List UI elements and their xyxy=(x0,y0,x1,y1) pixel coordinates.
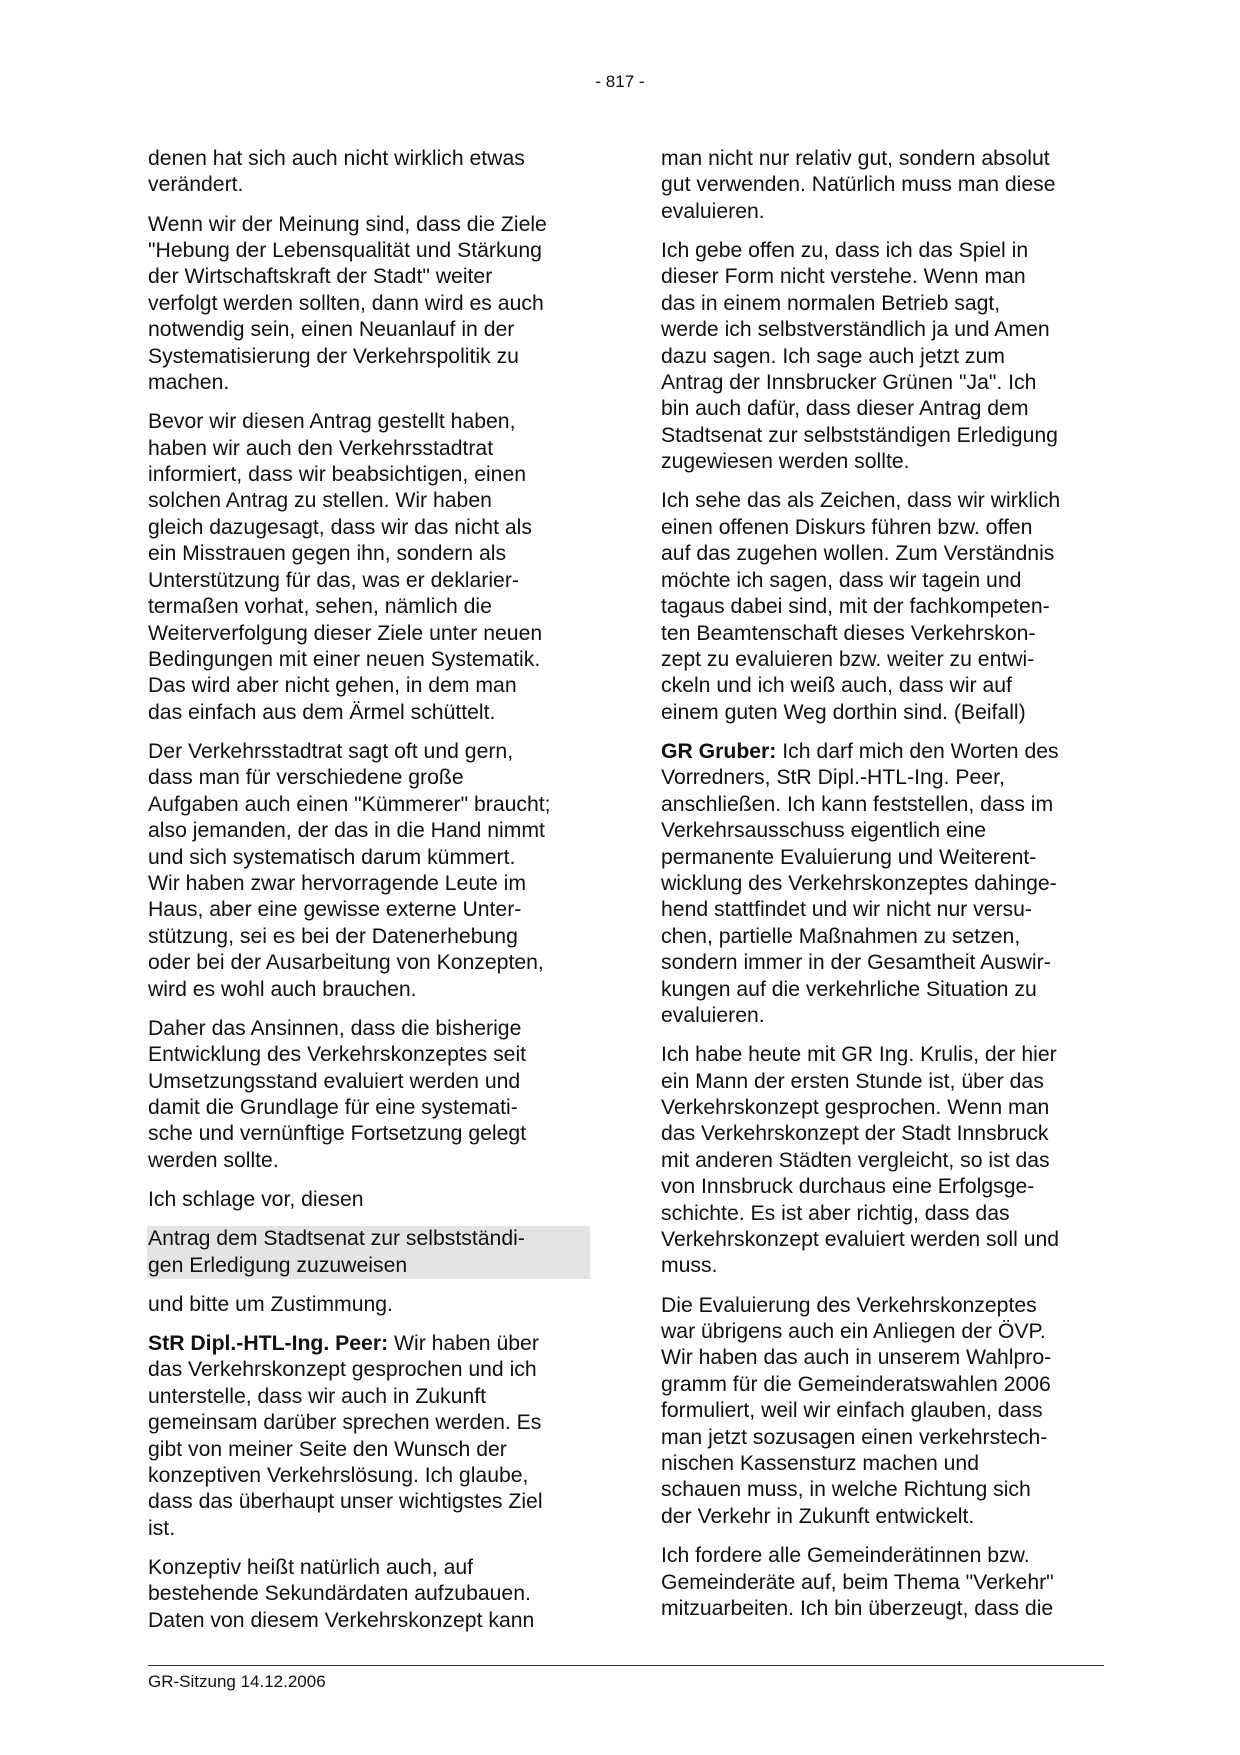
paragraph xyxy=(661,238,1103,476)
text-line: ten Beamtenschaft dieses Verkehrskon- xyxy=(661,621,1036,645)
paragraph xyxy=(148,1555,590,1634)
text-line: wird es wohl auch brauchen. xyxy=(148,977,417,1001)
text-line: Umsetzungsstand evaluiert werden und xyxy=(148,1069,521,1093)
text-line: gen Erledigung zuzuweisen xyxy=(148,1253,408,1277)
text-line: schauen muss, in welche Richtung sich xyxy=(661,1478,1031,1502)
paragraph xyxy=(148,1016,590,1174)
text-line: stützung, sei es bei der Datenerhebung xyxy=(148,924,518,948)
paragraph xyxy=(148,409,590,726)
text-line: dieser Form nicht verstehe. Wenn man xyxy=(661,265,1026,289)
text-line: Vorredners, StR Dipl.-HTL-Ing. Peer, xyxy=(661,766,1005,790)
text-line: nischen Kassensturz machen und xyxy=(661,1452,979,1476)
text-line: ist. xyxy=(148,1516,176,1540)
text-line: und bitte um Zustimmung. xyxy=(148,1292,393,1316)
text-line: bin auch dafür, dass dieser Antrag dem xyxy=(661,397,1029,421)
text-line: Verkehrskonzept gesprochen. Wenn man xyxy=(661,1096,1050,1119)
text-line: verfolgt werden sollten, dann wird es auch xyxy=(148,291,544,315)
text-line: man nicht nur relativ gut, sondern absolut xyxy=(661,147,1050,170)
text-line xyxy=(148,1331,590,1357)
text-line: kungen auf die verkehrliche Situation zu xyxy=(661,977,1037,1001)
text-line: Ich sehe das als Zeichen, dass wir wirklich xyxy=(661,489,1061,513)
text-line: schichte. Es ist aber richtig, dass das xyxy=(661,1201,1010,1225)
text-line: und sich systematisch darum kümmert. xyxy=(148,845,516,869)
text-line xyxy=(661,739,1103,765)
text-line: Die Evaluierung des Verkehrskonzeptes xyxy=(661,1293,1037,1317)
text-line: denen hat sich auch nicht wirklich etwas xyxy=(148,147,525,170)
text-line: damit die Grundlage für eine systemati- xyxy=(148,1096,518,1119)
text-line: sondern immer in der Gesamtheit Auswir- xyxy=(661,951,1051,975)
highlighted-motion xyxy=(147,1226,590,1279)
text-line: werde ich selbstverständlich ja und Amen xyxy=(661,318,1050,342)
text-line: der Verkehr in Zukunft entwickelt. xyxy=(661,1504,975,1528)
text-line: bestehende Sekundärdaten aufzubauen. xyxy=(148,1582,531,1606)
text-line: das Verkehrskonzept der Stadt Innsbruck xyxy=(661,1122,1049,1146)
text-line: gemeinsam darüber sprechen werden. Es xyxy=(148,1411,542,1435)
text-line: gut verwenden. Natürlich muss man diese xyxy=(661,173,1056,197)
text-line: Das wird aber nicht gehen, in dem man xyxy=(148,674,517,698)
text-line: Entwicklung des Verkehrskonzeptes seit xyxy=(148,1043,527,1067)
text-line: chen, partielle Maßnahmen zu setzen, xyxy=(661,924,1021,948)
right-column xyxy=(661,146,1103,1635)
paragraph xyxy=(148,212,590,397)
text-line: einen offenen Diskurs führen bzw. offen xyxy=(661,515,1033,539)
text-line: evaluieren. xyxy=(661,199,765,223)
text-line: Der Verkehrsstadtrat sagt oft und gern, xyxy=(148,739,514,763)
text-line: dass man für verschiedene große xyxy=(148,766,464,790)
speech-start: Ich darf mich den Worten des xyxy=(776,739,1059,763)
text-line: Ich schlage vor, diesen xyxy=(148,1188,364,1212)
text-line: Ich habe heute mit GR Ing. Krulis, der hier xyxy=(661,1043,1057,1067)
text-line: von Innsbruck durchaus eine Erfolgsge- xyxy=(661,1175,1035,1199)
text-line: möchte ich sagen, dass wir tagein und xyxy=(661,568,1022,592)
text-line: war übrigens auch ein Anliegen der ÖVP. xyxy=(661,1320,1046,1344)
text-line: muss. xyxy=(661,1254,718,1278)
paragraph xyxy=(661,1543,1103,1622)
text-line: Ich gebe offen zu, dass ich das Spiel in xyxy=(661,239,1029,263)
text-line: sche und vernünftige Fortsetzung gelegt xyxy=(148,1122,527,1146)
text-line: Gemeinderäte auf, beim Thema "Verkehr" xyxy=(661,1570,1054,1594)
paragraph xyxy=(148,146,590,199)
speaker-name: StR Dipl.-HTL-Ing. Peer: xyxy=(148,1332,389,1356)
text-line: Wir haben das auch in unserem Wahlpro- xyxy=(661,1346,1052,1370)
text-line: man jetzt sozusagen einen verkehrstech- xyxy=(661,1425,1048,1449)
text-line: hend stattfindet und wir nicht nur versu- xyxy=(661,898,1032,922)
text-line: Aufgaben auch einen "Kümmerer" braucht; xyxy=(148,792,551,816)
text-line: dass das überhaupt unser wichtigstes Ziel xyxy=(148,1490,543,1514)
page-number: - 817 - xyxy=(595,72,645,91)
text-line: gleich dazugesagt, dass wir das nicht als xyxy=(148,515,532,539)
text-line: Bedingungen mit einer neuen Systematik. xyxy=(148,647,541,671)
text-line: Wenn wir der Meinung sind, dass die Ziele xyxy=(148,212,547,236)
text-line: tagaus dabei sind, mit der fachkompeten- xyxy=(661,595,1050,619)
text-line: dazu sagen. Ich sage auch jetzt zum xyxy=(661,344,1005,368)
text-line: machen. xyxy=(148,371,230,395)
text-line: Bevor wir diesen Antrag gestellt haben, xyxy=(148,410,516,434)
text-line: informiert, dass wir beabsichtigen, einen xyxy=(148,463,527,487)
text-line: "Hebung der Lebensqualität und Stärkung xyxy=(148,239,542,263)
text-line: gibt von meiner Seite den Wunsch der xyxy=(148,1437,507,1461)
text-line: Daten von diesem Verkehrskonzept kann xyxy=(148,1608,535,1632)
text-line: das einfach aus dem Ärmel schüttelt. xyxy=(148,700,496,724)
text-line: oder bei der Ausarbeitung von Konzepten, xyxy=(148,951,544,975)
text-line: formuliert, weil wir einfach glauben, dass xyxy=(661,1399,1043,1423)
text-line: konzeptiven Verkehrslösung. Ich glaube, xyxy=(148,1464,529,1488)
text-line: Unterstützung für das, was er deklarier- xyxy=(148,568,519,592)
speaker-name: GR Gruber: xyxy=(661,739,777,763)
text-line: werden sollte. xyxy=(148,1148,279,1172)
paragraph xyxy=(148,1292,590,1318)
text-line: verändert. xyxy=(148,173,244,197)
text-line: unterstelle, dass wir auch in Zukunft xyxy=(148,1384,486,1408)
text-line: termaßen vorhat, sehen, nämlich die xyxy=(148,595,492,619)
text-line: Haus, aber eine gewisse externe Unter- xyxy=(148,898,522,922)
speech-start: Wir haben über xyxy=(388,1332,539,1356)
text-line: auf das zugehen wollen. Zum Verständnis xyxy=(661,542,1055,566)
text-line: Konzeptiv heißt natürlich auch, auf xyxy=(148,1556,474,1580)
text-line: mitzuarbeiten. Ich bin überzeugt, dass die xyxy=(661,1596,1054,1620)
text-line: wicklung des Verkehrskonzeptes dahinge- xyxy=(661,871,1057,895)
text-line: Wir haben zwar hervorragende Leute im xyxy=(148,871,527,895)
paragraph xyxy=(661,739,1103,1029)
text-line: solchen Antrag zu stellen. Wir haben xyxy=(148,489,492,513)
paragraph xyxy=(661,1293,1103,1531)
paragraph xyxy=(661,146,1103,225)
text-line: ckeln und ich weiß auch, dass wir auf xyxy=(661,674,1012,698)
text-line: einem guten Weg dorthin sind. (Beifall) xyxy=(661,700,1026,724)
text-line: der Wirtschaftskraft der Stadt" weiter xyxy=(148,265,493,289)
text-line: Verkehrsausschuss eigentlich eine xyxy=(661,819,987,843)
text-line: mit anderen Städten vergleicht, so ist das xyxy=(661,1148,1050,1172)
text-line: Weiterverfolgung dieser Ziele unter neuen xyxy=(148,621,543,645)
paragraph xyxy=(148,739,590,1003)
text-line: also jemanden, der das in die Hand nimmt xyxy=(148,819,545,843)
text-line: Antrag der Innsbrucker Grünen "Ja". Ich xyxy=(661,371,1037,395)
paragraph xyxy=(148,1187,590,1213)
text-line: ein Mann der ersten Stunde ist, über das xyxy=(661,1069,1044,1093)
paragraph xyxy=(661,488,1103,726)
text-line: ein Misstrauen gegen ihn, sondern als xyxy=(148,542,507,566)
text-line: zept zu evaluieren bzw. weiter zu entwi- xyxy=(661,647,1035,671)
text-line: haben wir auch den Verkehrsstadtrat xyxy=(148,436,494,460)
text-line: Verkehrskonzept evaluiert werden soll und xyxy=(661,1228,1060,1252)
text-line: Stadtsenat zur selbstständigen Erledigung xyxy=(661,423,1058,447)
left-column xyxy=(148,146,590,1647)
text-line: anschließen. Ich kann feststellen, dass im xyxy=(661,792,1054,816)
footer-divider xyxy=(148,1665,1104,1666)
text-line: Antrag dem Stadtsenat zur selbstständi- xyxy=(148,1227,525,1251)
text-line: Ich fordere alle Gemeinderätinnen bzw. xyxy=(661,1544,1030,1568)
text-line: evaluieren. xyxy=(661,1003,765,1027)
text-line: zugewiesen werden sollte. xyxy=(661,450,910,474)
text-line: gramm für die Gemeinderatswahlen 2006 xyxy=(661,1372,1051,1396)
paragraph xyxy=(661,1042,1103,1280)
text-line: Daher das Ansinnen, dass die bisherige xyxy=(148,1016,522,1040)
text-line: das Verkehrskonzept gesprochen und ich xyxy=(148,1358,537,1382)
footer-session-date: GR-Sitzung 14.12.2006 xyxy=(148,1672,326,1691)
paragraph xyxy=(148,1331,590,1542)
text-line: permanente Evaluierung und Weiterent- xyxy=(661,845,1037,869)
text-line: notwendig sein, einen Neuanlauf in der xyxy=(148,318,515,342)
text-line: Systematisierung der Verkehrspolitik zu xyxy=(148,344,519,368)
text-line: das in einem normalen Betrieb sagt, xyxy=(661,291,1001,315)
